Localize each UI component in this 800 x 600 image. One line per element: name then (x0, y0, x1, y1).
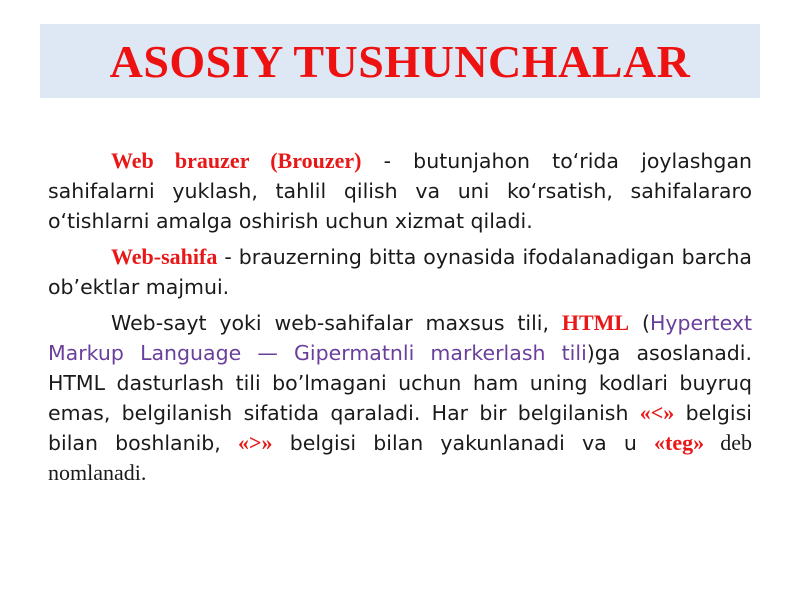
symbol-open-bracket: «<» (639, 400, 675, 425)
term-teg: «teg» (654, 430, 705, 455)
paragraph-web-page (48, 242, 752, 302)
definition-web-browser: - butunjahon to‘rida joylashgan sahifalarni yuklash, tahlil qilish va uni ko‘rsatish, sahifalararo o‘tishlarni amalga oshirish uchun xizmat qiladi. (48, 149, 752, 233)
title-band (40, 24, 760, 98)
term-web-browser: Web brauzer (Brouzer) (111, 148, 362, 173)
html-lead-text: Web-sayt yoki web-sahifalar maxsus tili, (111, 311, 562, 335)
html-mid-text-2: belgisi bilan yakunlanadi va u (272, 431, 654, 455)
symbol-close-bracket: «>» (237, 430, 273, 455)
paragraph-web-browser (48, 146, 752, 236)
html-description: )ga asoslanadi. HTML dasturlash tili bo’lmagani uchun ham uning kodlari buyruq emas, belgilanish sifatida qaraladi. Har bir belgilanish (48, 341, 752, 425)
definition-web-page: - brauzerning bitta oynasida ifodalanadigan barcha ob’ektlar majmui. (48, 245, 752, 299)
term-html: HTML (561, 310, 630, 335)
html-mid-text-1: belgisi bilan boshlanib, (48, 401, 752, 455)
html-end-pre: deb (704, 430, 753, 455)
html-expansion: Hypertext Markup Language — Gipermatnli markerlash tili (48, 311, 753, 365)
html-paren-open: ( (629, 311, 650, 335)
slide-title: ASOSIY TUSHUNCHALAR (109, 35, 691, 87)
html-end-text: nomlanadi. (48, 460, 147, 485)
term-web-page: Web-sahifa (111, 244, 218, 269)
paragraph-html (48, 308, 752, 488)
slide-body (48, 146, 752, 494)
